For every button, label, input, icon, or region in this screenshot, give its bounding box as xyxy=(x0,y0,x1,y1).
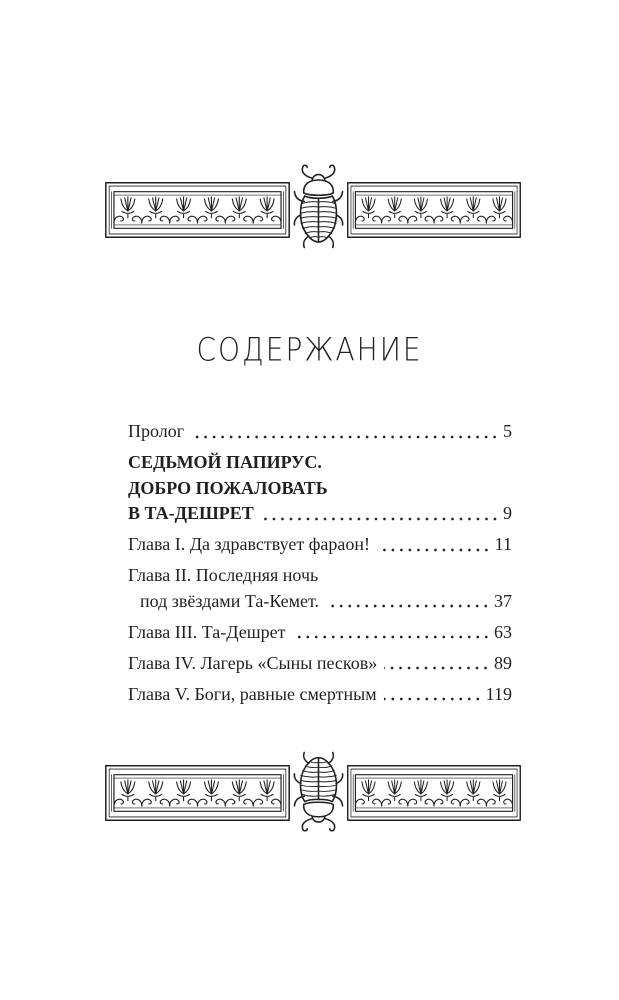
toc-entry-chapter-3 xyxy=(128,620,512,646)
dot-leader xyxy=(293,635,491,639)
toc-entry-row xyxy=(128,501,512,527)
toc-entry-title: Глава II. Последняя ночь xyxy=(128,565,319,585)
toc-page-number: 9 xyxy=(503,503,512,523)
toc-page-number: 5 xyxy=(503,421,512,441)
toc-entry-row xyxy=(128,651,512,677)
toc-entry-chapter-1 xyxy=(128,532,512,558)
page-title: СОДЕРЖАНИЕ xyxy=(196,330,423,369)
dot-leader xyxy=(261,517,499,521)
scarab-art xyxy=(294,752,342,830)
toc-section-title-line: СЕДЬМОЙ ПАПИРУС. xyxy=(128,452,322,472)
frieze-art xyxy=(348,183,521,237)
toc-entry-title: Глава IV. Лагерь «Сыны песков» xyxy=(128,652,378,673)
lotus-frieze-icon xyxy=(347,182,521,238)
lotus-frieze-icon xyxy=(347,765,521,821)
toc-entry-title: Пролог xyxy=(128,421,185,441)
frieze-art xyxy=(106,183,289,237)
table-of-contents xyxy=(128,419,512,707)
toc-entry-prologue xyxy=(128,419,512,445)
dot-leader xyxy=(384,697,482,701)
toc-entry-row xyxy=(128,682,512,708)
dot-leader xyxy=(326,604,490,608)
toc-entry-chapter-2 xyxy=(128,563,512,614)
dot-leader xyxy=(384,666,490,670)
toc-entry-title: Глава III. Та-Дешрет xyxy=(128,621,286,642)
toc-entry-title-continued: под звёздами Та-Кемет. xyxy=(140,590,320,611)
dot-leader xyxy=(191,435,499,439)
toc-page-number: 119 xyxy=(485,683,512,704)
frieze-art xyxy=(106,766,289,820)
frieze-art xyxy=(348,766,521,820)
toc-entry-title: Глава I. Да здравствует фараон! xyxy=(128,534,370,554)
toc-page-number: 37 xyxy=(494,590,512,611)
toc-entry-title: Глава V. Боги, равные смертным xyxy=(128,683,377,704)
toc-page-number: 63 xyxy=(494,621,512,642)
scarab-icon xyxy=(291,163,346,249)
dot-leader xyxy=(377,548,491,552)
lotus-frieze-icon xyxy=(105,182,290,238)
toc-entry-chapter-5 xyxy=(128,682,512,708)
scarab-icon xyxy=(291,751,346,833)
scarab-art xyxy=(294,165,342,247)
toc-page-number: 89 xyxy=(494,652,512,673)
toc-section-title-line: В ТА-ДЕШРЕТ xyxy=(128,503,254,523)
toc-page-number: 11 xyxy=(494,534,512,554)
toc-entry-row xyxy=(128,532,512,558)
toc-section-title-line: ДОБРО ПОЖАЛОВАТЬ xyxy=(128,477,328,498)
lotus-frieze-icon xyxy=(105,765,290,821)
toc-entry-row xyxy=(128,419,512,445)
toc-entry-chapter-4 xyxy=(128,651,512,677)
toc-entry-row xyxy=(128,620,512,646)
toc-entry-row xyxy=(128,589,512,615)
toc-entry-section xyxy=(128,450,512,527)
